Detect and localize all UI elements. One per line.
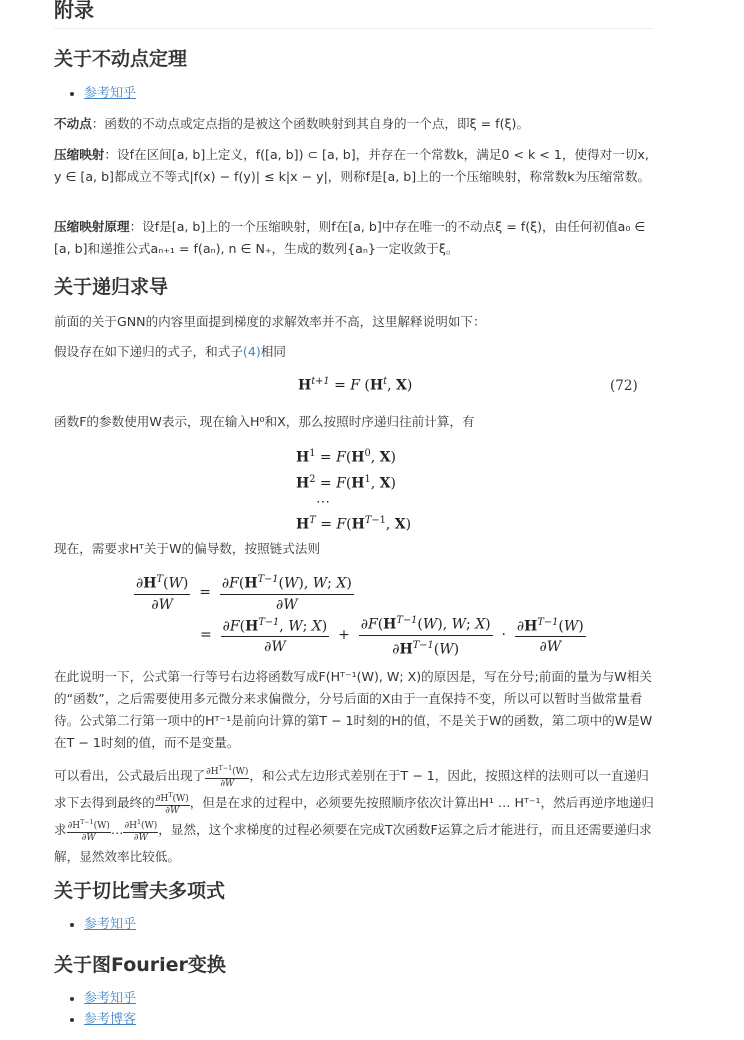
equation-ref-link[interactable]: (4) — [242, 344, 261, 359]
efficiency-paragraph: 可以看出，公式最后出现了 $\frac{\partial H^{T-1}(W)}{\partial W}$ ，和公式左边形式差别在于T − 1，因此，按照这样的法则可以一直递归求下去得到最终的 $\frac{\partial H^T(W)}{\partial W}$ ，但是在求的过程中，必须要先按照顺序依次计算出H¹ … Hᵀ⁻¹，然后再逆序地递归求 $\frac{\partial H^{T-1}(W)}{\partial W}$ … $\frac{\partial H^1(W)}{\partial W}$ ，显然，这个求梯度的过程必须要在完成T次函数F运算之后才能进行，而且还需要递归求解，显然效率比较低。 — [54, 765, 654, 864]
principle-label: 压缩映射原理 — [54, 219, 130, 234]
chain-rule-line-2: = $\frac{\partial F(H^{T-1}, W; X)}{\partial W}$ + $\frac{\partial F(H^{T-1}(W), W; X)}{\partial H^{T-1}(W)}$ · $\frac{\partial H^{T-1}(W)}{\partial W}$ — [200, 611, 586, 659]
equation-number: (72) — [610, 378, 638, 394]
recursion-assume — [54, 341, 654, 363]
assume-prefix: 假设存在如下递归的式子，和式子 — [54, 344, 243, 359]
efficiency-c: ，但是在求的过程中，必须要先按照顺序依次计算出H¹ … Hᵀ⁻¹，然后再逆序地递归求 — [54, 795, 654, 837]
fixed-point-paragraph — [54, 113, 654, 135]
list-item — [84, 988, 136, 1009]
explanation-paragraph: 在此说明一下，公式第一行等号右边将函数写成F(Hᵀ⁻¹(W), W; X)的原因是，写在分号;前面的量为与W相关的“函数”，之后需要使用多元微分来求偏微分，分号后面的X由于一直保持不变，所以可以暂时当做常量看待。公式第二行第一项中的Hᵀ⁻¹是前向计算的第T − 1时刻的H的值，不是关于W的函数，第二项中的W是W在T − 1时刻的值，而不是变量。 — [54, 669, 653, 750]
contraction-label: 压缩映射 — [54, 147, 105, 162]
appendix-heading: 附录 — [54, 0, 654, 29]
efficiency-b: ，和公式左边形式差别在于T − 1，因此，按照这样的法则可以一直递归求下去得到最终的 — [54, 768, 649, 810]
list-item — [84, 83, 136, 104]
fixed-point-text: ：函数的不动点或定点指的是被这个函数映射到其自身的一个点，即ξ = f(ξ)。 — [91, 116, 530, 131]
efficiency-a: 可以看出，公式最后出现了 — [54, 768, 206, 783]
section-recursion-title: 关于递归求导 — [54, 276, 169, 298]
contraction-paragraph — [54, 144, 654, 188]
fraction-inline-4: $\frac{\partial H^1(W)}{\partial W}$ — [124, 819, 158, 843]
principle-paragraph — [54, 216, 654, 260]
zhihu-link[interactable]: 参考知乎 — [84, 917, 137, 932]
section-fixed-point-links — [54, 83, 136, 104]
chain-rule-intro: 现在，需要求Hᵀ关于W的偏导数，按照链式法则 — [54, 541, 321, 556]
section-fourier-title: 关于图Fourier变换 — [54, 954, 226, 976]
recursion-params: 函数F的参数使用W表示，现在输入H⁰和X，那么按照时序递归往前计算，有 — [54, 414, 475, 429]
chain-rule-line-1: $\frac{\partial H^T(W)}{\partial W}$ = $\frac{\partial F(H^{T-1}(W), W; X)}{\partial W}$ — [134, 570, 354, 615]
fraction-inline-1: $\frac{\partial H^{T-1}(W)}{\partial W}$ — [206, 765, 249, 789]
blog-link[interactable]: 参考博客 — [84, 1012, 137, 1027]
zhihu-link[interactable]: 参考知乎 — [84, 86, 137, 101]
section-fourier-links — [54, 988, 136, 1030]
fraction-inline-3: $\frac{\partial H^{T-1}(W)}{\partial W}$ — [67, 819, 110, 843]
equation-72: $H^{t+1} = F$ ($H^t$, X) — [298, 376, 413, 394]
section-chebyshev-links — [54, 914, 136, 935]
assume-suffix: 相同 — [260, 344, 286, 359]
list-item — [84, 914, 136, 935]
principle-text: ：设f是[a, b]上的一个压缩映射，则f在[a, b]中存在唯一的不动点ξ = f(ξ)，由任何初值a₀ ∈ [a, b]和递推公式aₙ₊₁ = f(aₙ), n ∈ N₊，生成的数列{aₙ}一定收敛于ξ。 — [54, 219, 646, 256]
list-item — [84, 1009, 136, 1030]
section-chebyshev-title: 关于切比雪夫多项式 — [54, 880, 226, 902]
contraction-text: ：设f在区间[a, b]上定义，f([a, b]) ⊂ [a, b]，并存在一个常数k，满足0 < k < 1，使得对一切x, y ∈ [a, b]都成立不等式|f(x) − f(y)| ≤ k|x − y|，则称f是[a, b]上的一个压缩映射，称常数k为压缩常数。 — [54, 147, 651, 184]
zhihu-link[interactable]: 参考知乎 — [84, 991, 137, 1006]
efficiency-d: ，显然，这个求梯度的过程必须要在完成T次函数F运算之后才能进行，而且还需要递归求解，显然效率比较低。 — [54, 822, 652, 864]
recursion-intro: 前面的关于GNN的内容里面提到梯度的求解效率并不高，这里解释说明如下： — [54, 314, 486, 329]
recursion-equations: $H^1 = F(H^0$, X) $H^2 = F(H^1$, X) ⋯ $H^T = F(H^{T-1}$, X) — [296, 448, 412, 533]
fraction-inline-2: $\frac{\partial H^T(W)}{\partial W}$ — [155, 792, 189, 816]
fixed-point-label: 不动点 — [54, 116, 92, 131]
section-fixed-point-title: 关于不动点定理 — [54, 48, 188, 70]
